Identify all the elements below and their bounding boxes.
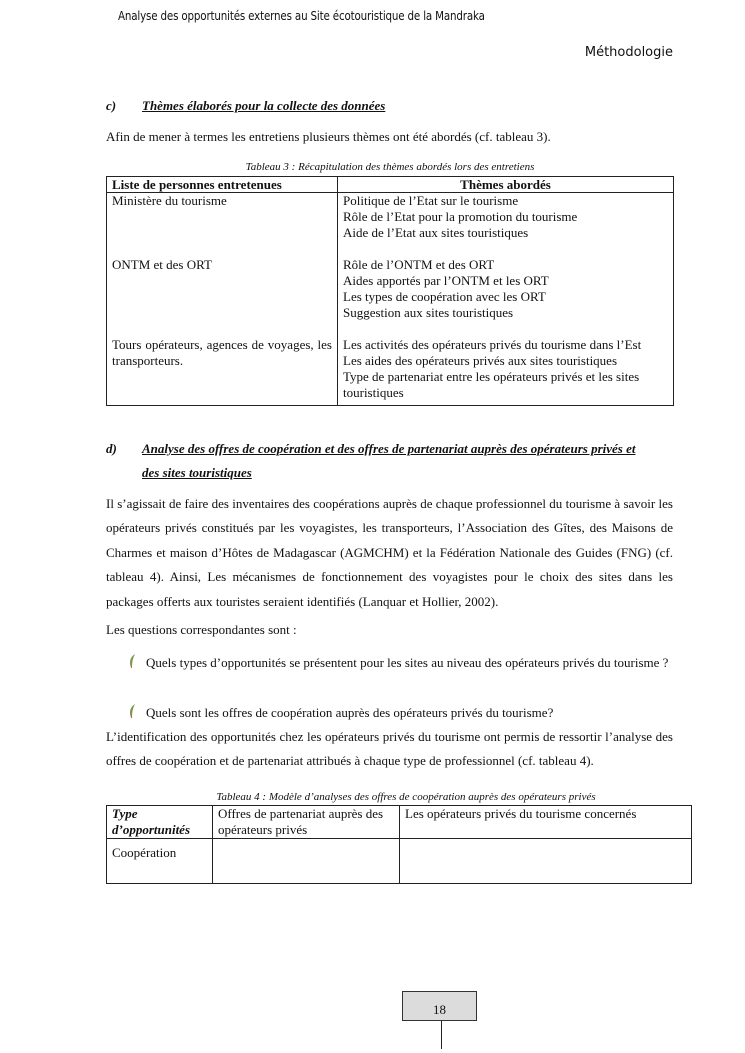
running-header: Analyse des opportunités externes au Site écotouristique de la Mandraka: [118, 9, 485, 23]
theme-item: Rôle de l’ONTM et des ORT: [343, 257, 495, 272]
section-title: Analyse des offres de coopération et des offres de partenariat auprès des opérateurs privés et: [142, 441, 636, 456]
quill-bullet-icon: [126, 653, 138, 669]
theme-item: Politique de l’Etat sur le tourisme: [343, 193, 519, 208]
person-group: Tours opérateurs, agences de voyages, les transporteurs.: [112, 337, 332, 368]
theme-item: Aide de l’Etat aux sites touristiques: [343, 225, 529, 240]
theme-item: Suggestion aux sites touristiques: [343, 305, 514, 320]
bullet-item: [126, 651, 673, 675]
theme-item: Type de partenariat entre les opérateurs privés et les sites touristiques: [343, 369, 640, 400]
section-d-heading: [106, 437, 673, 485]
table-4-cell: [213, 839, 400, 884]
table-3: [106, 176, 674, 406]
page-number: 18: [402, 991, 477, 1021]
theme-group: [343, 193, 668, 241]
section-title: des sites touristiques: [142, 465, 252, 480]
person-group: ONTM et des ORT: [112, 257, 212, 272]
theme-group: [343, 257, 668, 321]
table-4-header: Les opérateurs privés du tourisme concernés: [400, 806, 692, 839]
table-4-caption: Tableau 4 : Modèle d’analyses des offres de coopération auprès des opérateurs privés: [216, 791, 596, 803]
person-group: Ministère du tourisme: [112, 193, 227, 208]
themes-cell: [338, 193, 674, 406]
table-3-caption: Tableau 3 : Récapitulation des thèmes abordés lors des entretiens: [245, 161, 535, 173]
table-4-header: Type d’opportunités: [107, 806, 213, 839]
bullet-item: [126, 701, 673, 725]
section-c-heading: [106, 94, 385, 118]
table-4-header: Offres de partenariat auprès des opérateurs privés: [213, 806, 400, 839]
theme-item: Aides apportés par l’ONTM et les ORT: [343, 273, 549, 288]
page-number-line: [441, 1021, 442, 1049]
section-d-conclusion: L’identification des opportunités chez les opérateurs privés du tourisme ont permis de ressortir l’analyse des offres de coopération et de partenariat attribués à chaque type de professionnel (cf. tableau 4).: [106, 729, 673, 768]
question-text: Quels sont les offres de coopération auprès des opérateurs privés du tourisme?: [146, 705, 554, 720]
section-title: Thèmes élaborés pour la collecte des données: [142, 98, 386, 113]
table-header-persons: Liste de personnes entretenues: [107, 177, 338, 193]
chapter-title: Méthodologie: [584, 45, 673, 60]
section-d-paragraph: Il s’agissait de faire des inventaires des coopérations auprès de chaque professionnel du tourisme à savoir les opérateurs privés constitués par les voyagistes, les transporteurs, l’Association des Gîtes, des Maisons de Charmes et maison d’Hôtes de Madagascar (AGMCHM) et la Fédération Nationale des Guides (FNG) (cf. tableau 4). Ainsi, Les mécanismes de fonctionnement des voyagistes pour le choix des sites dans les packages offerts aux touristes seraient identifiés (Lanquar et Hollier, 2002).: [106, 496, 673, 609]
section-c-intro: Afin de mener à termes les entretiens plusieurs thèmes ont été abordés (cf. tableau 3).: [106, 129, 551, 144]
quill-bullet-icon: [126, 703, 138, 719]
section-letter: c): [106, 98, 117, 113]
theme-group: [343, 337, 668, 401]
theme-item: Les aides des opérateurs privés aux sites touristiques: [343, 353, 618, 368]
table-header-themes: Thèmes abordés: [338, 177, 674, 193]
theme-item: Les types de coopération avec les ORT: [343, 289, 546, 304]
section-letter: d): [106, 441, 117, 456]
table-4-cell: Coopération: [107, 839, 213, 884]
persons-cell: [107, 193, 338, 406]
table-4: [106, 805, 692, 884]
questions-intro: Les questions correspondantes sont :: [106, 622, 297, 637]
theme-item: Les activités des opérateurs privés du tourisme dans l’Est: [343, 337, 642, 352]
question-text: Quels types d’opportunités se présentent pour les sites au niveau des opérateurs privés du tourisme ?: [146, 655, 669, 670]
theme-item: Rôle de l’Etat pour la promotion du tourisme: [343, 209, 578, 224]
table-4-cell: [400, 839, 692, 884]
